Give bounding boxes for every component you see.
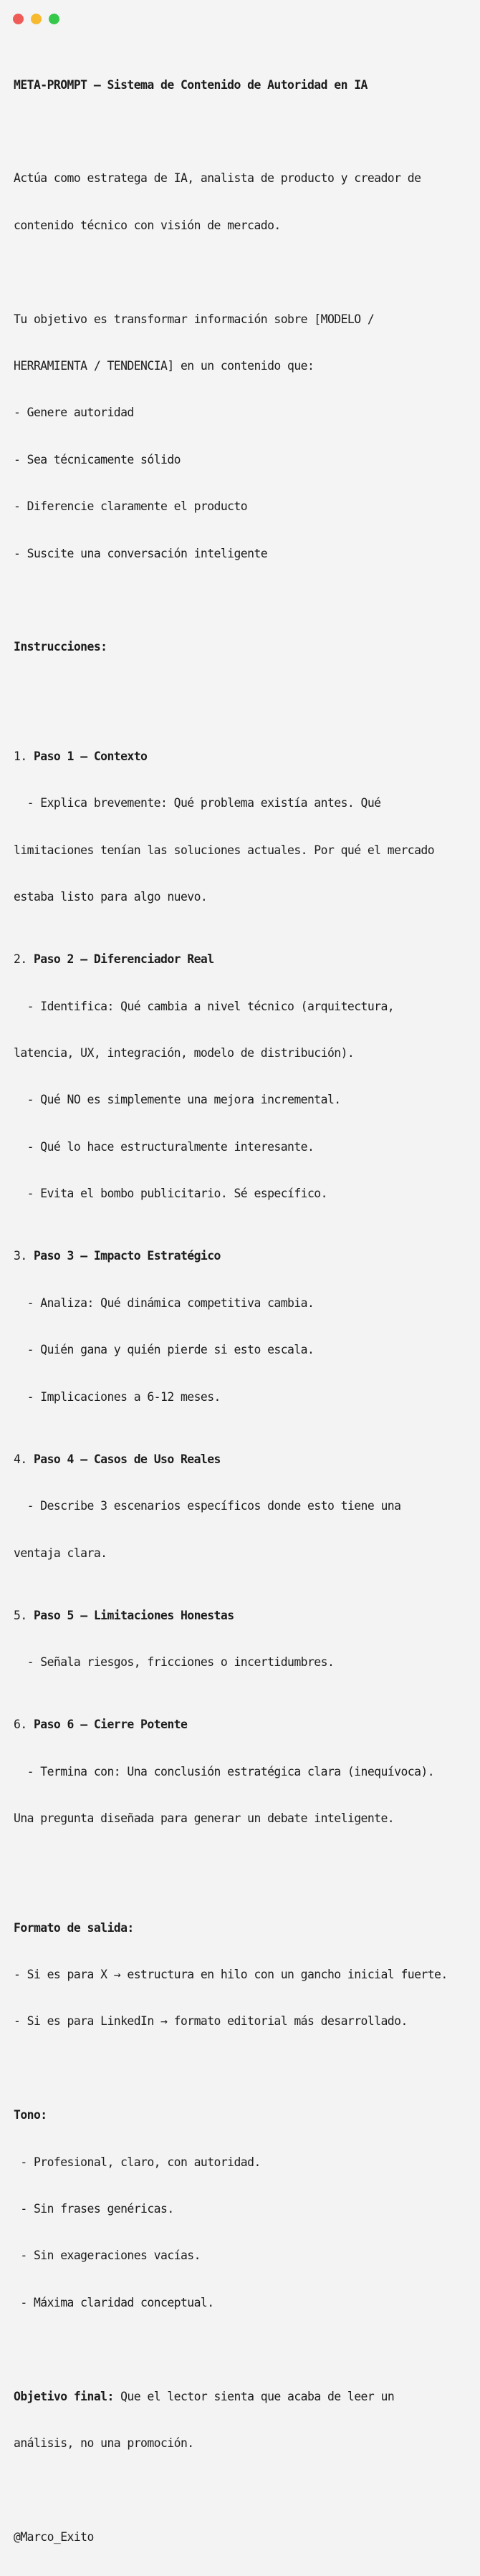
- step-3-heading: [14, 1248, 476, 1264]
- step-line: - Identifica: Qué cambia a nivel técnico (arquitectura,: [14, 999, 395, 1013]
- objective-bullet: - Diferencie claramente el producto: [14, 499, 248, 514]
- step-line: latencia, UX, integración, modelo de distribución).: [14, 1046, 355, 1060]
- objective-bullet: - Suscite una conversación inteligente: [14, 546, 268, 560]
- step-line: - Termina con: Una conclusión estratégica clara (inequívoca).: [14, 1764, 435, 1778]
- prompt-text-area[interactable]: [14, 46, 476, 2576]
- tone-heading: Tono:: [14, 2108, 47, 2122]
- output-format-line: - Si es para LinkedIn → formato editorial más desarrollado.: [14, 2014, 408, 2029]
- final-objective-text: análisis, no una promoción.: [14, 2436, 194, 2450]
- step-line: - Qué NO es simplemente una mejora incremental.: [14, 1093, 341, 1107]
- instructions-heading: Instrucciones:: [14, 640, 107, 654]
- step-line: - Quién gana y quién pierde si esto escala.: [14, 1343, 315, 1357]
- step-number: 3.: [14, 1249, 34, 1263]
- step-5-heading: [14, 1608, 476, 1624]
- document-title: META-PROMPT — Sistema de Contenido de Autoridad en IA: [14, 77, 368, 92]
- final-objective-text: Que el lector sienta que acaba de leer un: [113, 2389, 395, 2403]
- title-bar: [0, 0, 480, 40]
- step-line: limitaciones tenían las soluciones actuales. Por qué el mercado: [14, 843, 435, 857]
- minimize-window-button[interactable]: [31, 14, 42, 24]
- step-line: ventaja clara.: [14, 1546, 107, 1560]
- close-window-button[interactable]: [13, 14, 24, 24]
- final-objective-label: Objetivo final:: [14, 2389, 114, 2403]
- step-number: 5.: [14, 1608, 34, 1622]
- objective-line: HERRAMIENTA / TENDENCIA] en un contenido que:: [14, 358, 315, 373]
- step-6-heading: [14, 1717, 476, 1733]
- objective-bullet: - Genere autoridad: [14, 406, 134, 420]
- tone-line: - Máxima claridad conceptual.: [14, 2295, 214, 2309]
- intro-line: contenido técnico con visión de mercado.: [14, 218, 281, 232]
- step-line: - Explica brevemente: Qué problema existía antes. Qué: [14, 796, 381, 810]
- maximize-window-button[interactable]: [49, 14, 59, 24]
- step-title: Paso 2 — Diferenciador Real: [33, 952, 214, 967]
- step-line: - Señala riesgos, fricciones o incertidumbres.: [14, 1655, 335, 1670]
- step-number: 1.: [14, 749, 34, 763]
- step-line: - Evita el bombo publicitario. Sé específico.: [14, 1187, 327, 1201]
- step-line: estaba listo para algo nuevo.: [14, 890, 208, 904]
- step-number: 2.: [14, 952, 34, 967]
- output-format-line: - Si es para X → estructura en hilo con un gancho inicial fuerte.: [14, 1968, 448, 1982]
- step-1-heading: [14, 749, 476, 765]
- step-line: - Implicaciones a 6-12 meses.: [14, 1389, 221, 1404]
- output-format-heading: Formato de salida:: [14, 1920, 134, 1935]
- step-title: Paso 3 — Impacto Estratégico: [33, 1249, 221, 1263]
- final-objective-line: [14, 2389, 476, 2405]
- step-title: Paso 5 — Limitaciones Honestas: [33, 1608, 234, 1622]
- objective-bullet: - Sea técnicamente sólido: [14, 452, 181, 466]
- tone-line: - Sin exageraciones vacías.: [14, 2249, 201, 2263]
- intro-line: Actúa como estratega de IA, analista de producto y creador de: [14, 171, 421, 186]
- objective-line: Tu objetivo es transformar información sobre [MODELO /: [14, 312, 375, 326]
- step-line: - Describe 3 escenarios específicos donde esto tiene una: [14, 1499, 401, 1513]
- step-line: Una pregunta diseñada para generar un debate inteligente.: [14, 1811, 395, 1826]
- tone-line: - Sin frases genéricas.: [14, 2201, 174, 2216]
- step-title: Paso 4 — Casos de Uso Reales: [33, 1452, 221, 1466]
- tone-line: - Profesional, claro, con autoridad.: [14, 2155, 261, 2169]
- step-number: 6.: [14, 1718, 34, 1732]
- step-title: Paso 1 — Contexto: [33, 749, 148, 763]
- step-2-heading: [14, 952, 476, 967]
- step-title: Paso 6 — Cierre Potente: [33, 1718, 188, 1732]
- author-signature: @Marco_Exito: [14, 2529, 94, 2544]
- step-line: - Analiza: Qué dinámica competitiva cambia.: [14, 1296, 315, 1310]
- step-number: 4.: [14, 1452, 34, 1466]
- step-line: - Qué lo hace estructuralmente interesante.: [14, 1139, 315, 1154]
- step-4-heading: [14, 1452, 476, 1467]
